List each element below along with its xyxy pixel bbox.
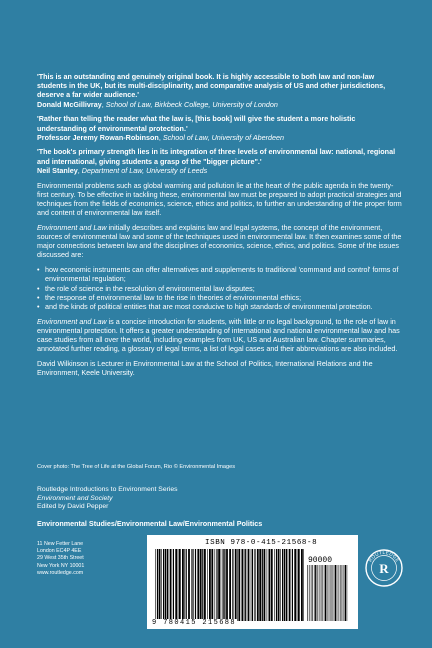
barcode-bar [345, 565, 346, 621]
barcode-box [147, 535, 358, 629]
barcode-bar [184, 549, 185, 621]
barcode-bar [186, 549, 187, 621]
barcode-bar [289, 549, 291, 621]
barcode-bar [264, 549, 266, 621]
barcode-bar [209, 549, 211, 621]
barcode-bar [245, 549, 246, 621]
barcode-bar [325, 565, 326, 621]
barcode-bar [251, 549, 252, 621]
barcode-bar [322, 565, 323, 621]
barcode-bar [237, 549, 238, 621]
quote-attribution: Professor Jeremy Rowan-Robinson, School of Law, University of Aberdeen [37, 132, 285, 142]
subject-categories: Environmental Studies/Environmental Law/Environmental Politics [37, 519, 263, 528]
author-bio: David Wilkinson is Lecturer in Environmental Law at the School of Politics, International Relations and the Environment, Keele University. [37, 358, 373, 378]
quote-text: 'Rather than telling the reader what the law is, [this book] will give the student a more holistic understanding of environmental protection.' [37, 114, 356, 133]
barcode-bar [312, 565, 313, 621]
barcode-digits: 9 780415 215688 [152, 619, 237, 627]
barcode-bar [337, 565, 338, 621]
routledge-logo-icon [364, 546, 404, 590]
barcode-bar [248, 549, 250, 621]
barcode-bar [238, 549, 240, 621]
barcode-bar [262, 549, 263, 621]
barcode-main [155, 549, 305, 621]
barcode-bar [221, 549, 222, 621]
barcode-bar [229, 549, 231, 621]
svg-text:R: R [379, 561, 389, 576]
barcode-bar [188, 549, 190, 621]
barcode-bar [315, 565, 316, 621]
quote-text: 'The book's primary strength lies in its integration of three levels of environmental law: national, regional and international, giving students a grasp of the "bigger picture".' [37, 147, 396, 166]
barcode-bar [339, 565, 340, 621]
barcode-bar [278, 549, 280, 621]
barcode-bar [274, 549, 275, 621]
barcode-bar [307, 565, 308, 621]
barcode-bar [223, 549, 224, 621]
barcode-bar [309, 565, 310, 621]
book-title-inline: Environment and Law [37, 222, 107, 232]
address-line: 29 West 35th Street [37, 555, 84, 562]
barcode-bar [286, 549, 288, 621]
barcode-bar [200, 549, 202, 621]
barcode-bar [284, 549, 285, 621]
book-title-inline: Environment and Law [37, 316, 107, 326]
barcode-bar [280, 549, 281, 621]
barcode-bar [159, 549, 161, 621]
barcode-bar [311, 565, 312, 621]
reviewer-name: Donald McGillivray [37, 99, 102, 109]
main-content [37, 72, 403, 383]
barcode-bar [327, 565, 328, 621]
barcode-bar [157, 549, 158, 621]
logo-text: ROUTLEDGE [367, 550, 401, 563]
barcode-bar [282, 549, 283, 621]
barcode-bar [179, 549, 181, 621]
barcode-bar [292, 549, 293, 621]
isbn-label: ISBN 978-0-415-21568-8 [205, 539, 318, 547]
barcode-bar [317, 565, 318, 621]
barcode-bar [342, 565, 343, 621]
barcode-bar [321, 565, 322, 621]
address-line: 11 New Fetter Lane [37, 541, 84, 547]
barcode-bar [257, 549, 259, 621]
barcode-bar [163, 549, 164, 621]
barcode-bar [319, 565, 320, 621]
barcode-bar [235, 549, 237, 621]
description-paragraph [37, 223, 403, 260]
list-item: • how economic instruments can offer alternatives and supplements to traditional 'command and control' forms of environmental regulation; [37, 265, 403, 283]
barcode-bar [331, 565, 332, 621]
reviewer-affiliation: School of Law, University of Aberdeen [162, 132, 285, 142]
barcode-bar [215, 549, 216, 621]
review-quote [37, 147, 403, 175]
barcode-bar [301, 549, 303, 621]
barcode-bar [252, 549, 253, 621]
barcode-bar [276, 549, 277, 621]
barcode-bar [175, 549, 177, 621]
review-quote [37, 114, 403, 142]
intro-paragraph: Environmental problems such as global warming and pollution lie at the heart of the public agenda in the twenty-first century. To be effective in tackling these, environmental law must be prepared to adopt practical strategies and techniques from the fields of economics, science, ethics and politics, to further an understanding of the proper form and content of environmental law itself. [37, 180, 402, 218]
description-text: initially describes and explains law and legal systems, the concept of the environment, sources of environmental law and some of the techniques used in environmental law. It then examines some of the major connections between law and the disciplines of economics, science, ethics, and politics. Some of the issues discussed are: [37, 222, 402, 260]
issues-list [37, 265, 403, 311]
barcode-bar [335, 565, 336, 621]
series-editor: Edited by David Pepper [37, 503, 109, 511]
barcode-bar [347, 565, 348, 621]
publisher-address [37, 541, 84, 577]
barcode-bar [298, 549, 300, 621]
reviewer-affiliation: School of Law, Birkbeck College, University of London [105, 99, 278, 109]
barcode-bar [254, 549, 255, 621]
barcode-bar [167, 549, 169, 621]
barcode-bar [216, 549, 217, 621]
barcode-bar [244, 549, 245, 621]
series-info [37, 486, 178, 512]
address-line: New York NY 10001 [37, 562, 85, 569]
barcode-bar [170, 549, 172, 621]
list-item: • the response of environmental law to the rise in theories of environmental ethics; [37, 293, 403, 302]
barcode-bar [329, 565, 330, 621]
barcode-bar [334, 565, 335, 621]
barcode-bar [294, 549, 296, 621]
barcode-bar [341, 565, 342, 621]
series-subtitle: Environment and Society [37, 494, 113, 502]
barcode-bar [161, 549, 162, 621]
barcode-bar [332, 565, 333, 621]
barcode-bar [224, 549, 225, 621]
address-line: London EC4P 4EE [37, 548, 82, 555]
barcode-bar [202, 549, 203, 621]
quote-attribution: Donald McGillivray, School of Law, Birkbeck College, University of London [37, 99, 278, 109]
barcode-bar [204, 549, 206, 621]
barcode-bar [178, 549, 179, 621]
barcode-bar [195, 549, 196, 621]
summary-paragraph [37, 317, 403, 354]
price-code: 90000 [308, 556, 333, 565]
summary-text: is a concise introduction for students, with little or no legal background, to the role of law in environmental protection. It offers a greater understanding of international and national environmental law and has case studies from all over the world, including examples from UK, US and Australian law. Chapter summaries, annotated further reading, a glossary of legal terms, a list of legal cases and their abbreviations are also included. [37, 316, 400, 354]
barcode-bar [211, 549, 213, 621]
barcode-bar [297, 549, 298, 621]
barcode-bar [259, 549, 261, 621]
barcode-bar [267, 549, 268, 621]
reviewer-name: Neil Stanley [37, 165, 78, 175]
reviewer-name: Professor Jeremy Rowan-Robinson [37, 132, 159, 142]
barcode-bar [242, 549, 244, 621]
cover-photo-credit: Cover photo: The Tree of Life at the Global Forum, Rio © Environmental Images [37, 464, 236, 470]
barcode-bar [232, 549, 233, 621]
barcode-bar [269, 549, 271, 621]
barcode-bar [207, 549, 208, 621]
barcode-bar [271, 549, 273, 621]
barcode-addon [307, 565, 349, 621]
list-item: • and the kinds of political entities that are most conducive to high standards of environmental protection. [37, 302, 403, 311]
reviewer-affiliation: Department of Law, University of Leeds [81, 165, 208, 175]
barcode-bar [173, 549, 174, 621]
barcode-bar [324, 565, 325, 621]
barcode-bar [182, 549, 184, 621]
barcode-bar [165, 549, 166, 621]
barcode-bar [197, 549, 199, 621]
review-quote [37, 72, 403, 109]
address-line: www.routledge.com [37, 569, 84, 576]
barcode-bar [314, 565, 315, 621]
barcode-bar [191, 549, 192, 621]
quote-attribution: Neil Stanley, Department of Law, University of Leeds [37, 165, 208, 175]
list-item: • the role of science in the resolution of environmental law disputes; [37, 284, 403, 293]
barcode-bar [218, 549, 220, 621]
barcode-bar [344, 565, 345, 621]
barcode-bar [155, 549, 156, 621]
barcode-bar [226, 549, 228, 621]
series-name: Routledge Introductions to Environment Series [37, 486, 178, 493]
barcode-bar [192, 549, 193, 621]
barcode-bar [303, 549, 304, 621]
quote-text: 'This is an outstanding and genuinely original book. It is highly accessible to both law and non-law students in the UK, but its multi-disciplinarity, and comparative analysis of US and other jurisdictions, deserve a far wider audience.' [37, 72, 386, 100]
